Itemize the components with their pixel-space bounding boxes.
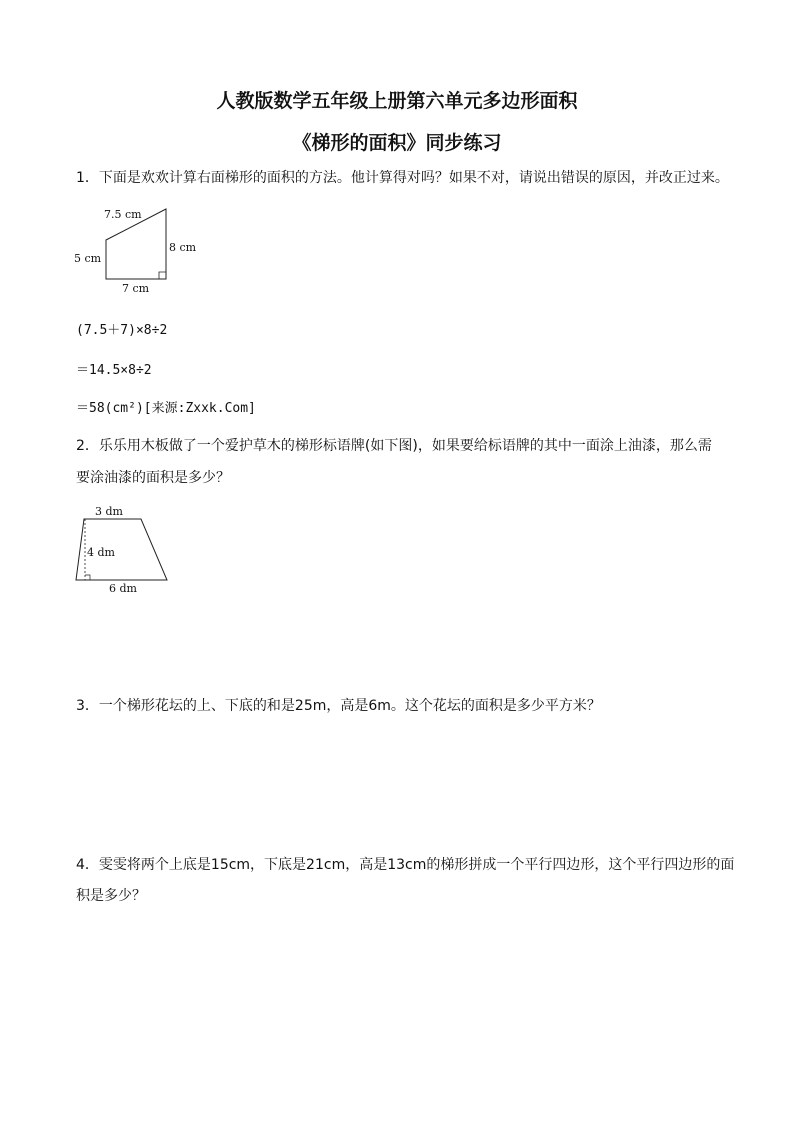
label-bottom: 6 dm <box>109 582 137 595</box>
label-right: 8 cm <box>169 241 197 254</box>
work-line-3: ＝58(cm²)[来源:Zxxk.Com] <box>76 401 256 416</box>
work-line-2: ＝14.5×8÷2 <box>76 363 152 378</box>
label-height: 4 dm <box>87 546 115 559</box>
trapezoid-figure-2 <box>70 502 180 602</box>
question-4-text-line1: 4．雯雯将两个上底是15cm，下底是21cm，高是13cm的梯形拼成一个平行四边形，这个平行四边形的面 <box>76 857 735 873</box>
trapezoid-figure-1 <box>70 200 210 300</box>
height-right-angle-mark <box>85 575 90 580</box>
label-top: 7.5 cm <box>104 208 142 221</box>
label-bottom: 7 cm <box>122 282 150 295</box>
question-2-text-line2: 要涂油漆的面积是多少？ <box>76 470 230 486</box>
page-title: 人教版数学五年级上册第六单元多边形面积 <box>216 90 578 112</box>
right-angle-mark <box>159 272 166 279</box>
work-line-1: (7.5＋7)×8÷2 <box>76 323 168 338</box>
question-4-text-line2: 积是多少？ <box>76 888 146 904</box>
page-subtitle: 《梯形的面积》同步练习 <box>292 132 502 154</box>
question-1-text: 1．下面是欢欢计算右面梯形的面积的方法。他计算得对吗？如果不对，请说出错误的原因，并改正过来。 <box>76 170 729 186</box>
question-3-text: 3．一个梯形花坛的上、下底的和是25m，高是6m。这个花坛的面积是多少平方米？ <box>76 698 601 714</box>
question-2-text-line1: 2．乐乐用木板做了一个爱护草木的梯形标语牌(如下图)，如果要给标语牌的其中一面涂上油漆，那么需 <box>76 438 712 454</box>
label-top: 3 dm <box>95 505 123 518</box>
label-left: 5 cm <box>74 252 102 265</box>
